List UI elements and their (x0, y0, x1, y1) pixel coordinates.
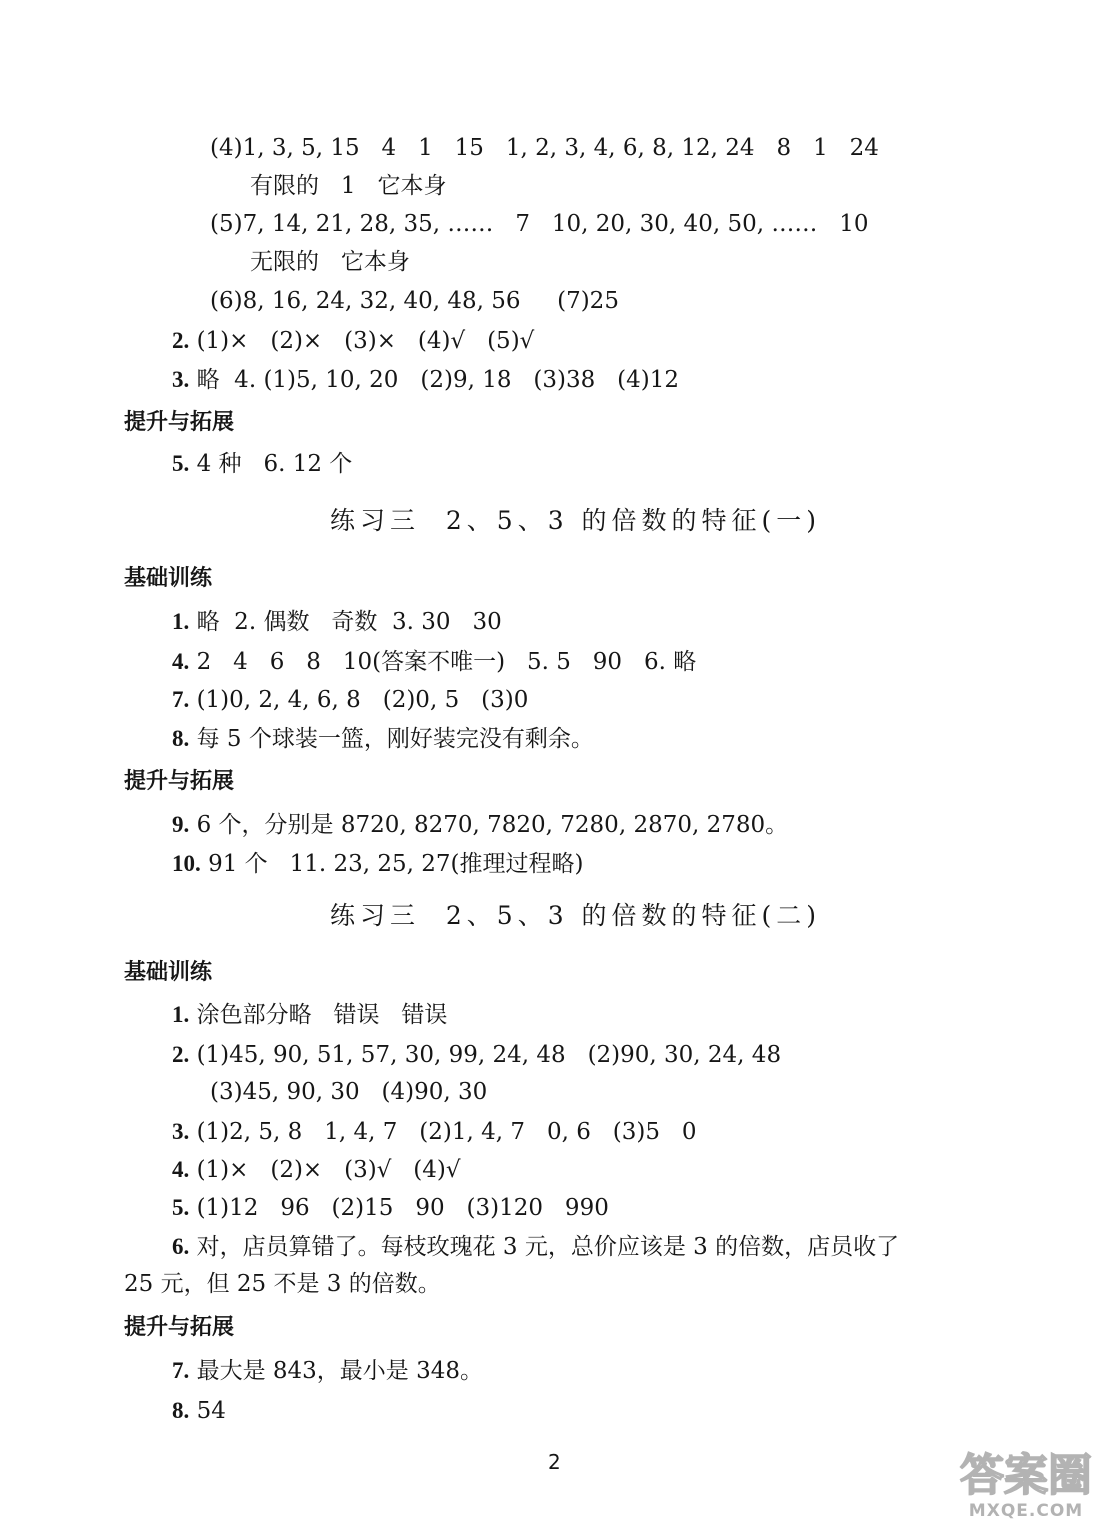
answer-line-1-4: (4)1, 3, 5, 15 4 1 15 1, 2, 3, 4, 6, 8, 12, 24 8 1 24 (210, 135, 879, 161)
section-heading-extension-2: 提升与拓展 (124, 769, 235, 794)
answer-line-b2-cont: (3)45, 90, 30 (4)90, 30 (210, 1079, 488, 1105)
answer-line-b3: 3. (1)2, 5, 8 1, 4, 7 (2)1, 4, 7 0, 6 (3)5 0 (172, 1119, 697, 1145)
answer-line-8: 8. 每 5 个球装一篮，刚好装完没有剩余。 (172, 726, 594, 752)
answer-line-5-6: 5. 4 种 6. 12 个 (172, 451, 353, 477)
answer-line-1-5: (5)7, 14, 21, 28, 35, …… 7 10, 20, 30, 40, 50, …… 10 (210, 211, 869, 237)
answer-line-4-5-6: 4. 2 4 6 8 10(答案不唯一) 5. 5 90 6. 略 (172, 649, 697, 675)
answer-line-b6: 6. 对，店员算错了。每枝玫瑰花 3 元，总价应该是 3 的倍数，店员收了 (172, 1234, 900, 1260)
answer-line-b5: 5. (1)12 96 (2)15 90 (3)120 990 (172, 1195, 609, 1221)
exercise-title-1: 练习三 2、5、3 的倍数的特征(一) (330, 506, 822, 535)
answer-line-b7: 7. 最大是 843，最小是 348。 (172, 1358, 483, 1384)
section-heading-basic-2: 基础训练 (124, 960, 213, 985)
watermark-en-text: MXQE.COM (968, 1501, 1084, 1520)
answer-line-b8: 8. 54 (172, 1398, 226, 1424)
answer-line-b2: 2. (1)45, 90, 51, 57, 30, 99, 24, 48 (2)90, 30, 24, 48 (172, 1042, 782, 1068)
answer-line-1-6-7: (6)8, 16, 24, 32, 40, 48, 56 (7)25 (210, 288, 619, 314)
exercise-title-2: 练习三 2、5、3 的倍数的特征(二) (330, 901, 822, 930)
page-number: 2 (548, 1450, 561, 1474)
answer-line-7: 7. (1)0, 2, 4, 6, 8 (2)0, 5 (3)0 (172, 687, 529, 713)
answer-line-2: 2. (1)× (2)× (3)× (4)√ (5)√ (172, 328, 535, 354)
answer-line-10-11: 10. 91 个 11. 23, 25, 27(推理过程略) (172, 851, 584, 877)
section-heading-basic: 基础训练 (124, 566, 213, 591)
answer-line-1-4-cont: 有限的 1 它本身 (250, 173, 447, 199)
answer-line-b6-cont: 25 元，但 25 不是 3 的倍数。 (124, 1271, 441, 1297)
answer-line-1-5-cont: 无限的 它本身 (250, 249, 410, 275)
section-heading-extension-3: 提升与拓展 (124, 1315, 235, 1340)
watermark-logo (956, 1446, 1096, 1520)
answer-line-3-4: 3. 略 4. (1)5, 10, 20 (2)9, 18 (3)38 (4)12 (172, 367, 680, 393)
section-heading-extension: 提升与拓展 (124, 410, 235, 435)
watermark-cn-text: 答案圈 (960, 1450, 1092, 1501)
answer-line-b1: 1. 涂色部分略 错误 错误 (172, 1002, 448, 1028)
answer-line-9: 9. 6 个，分别是 8720, 8270, 7820, 7280, 2870, 2780。 (172, 812, 789, 838)
answer-line-b4: 4. (1)× (2)× (3)√ (4)√ (172, 1157, 461, 1183)
answer-line-1-2-3: 1. 略 2. 偶数 奇数 3. 30 30 (172, 609, 502, 635)
